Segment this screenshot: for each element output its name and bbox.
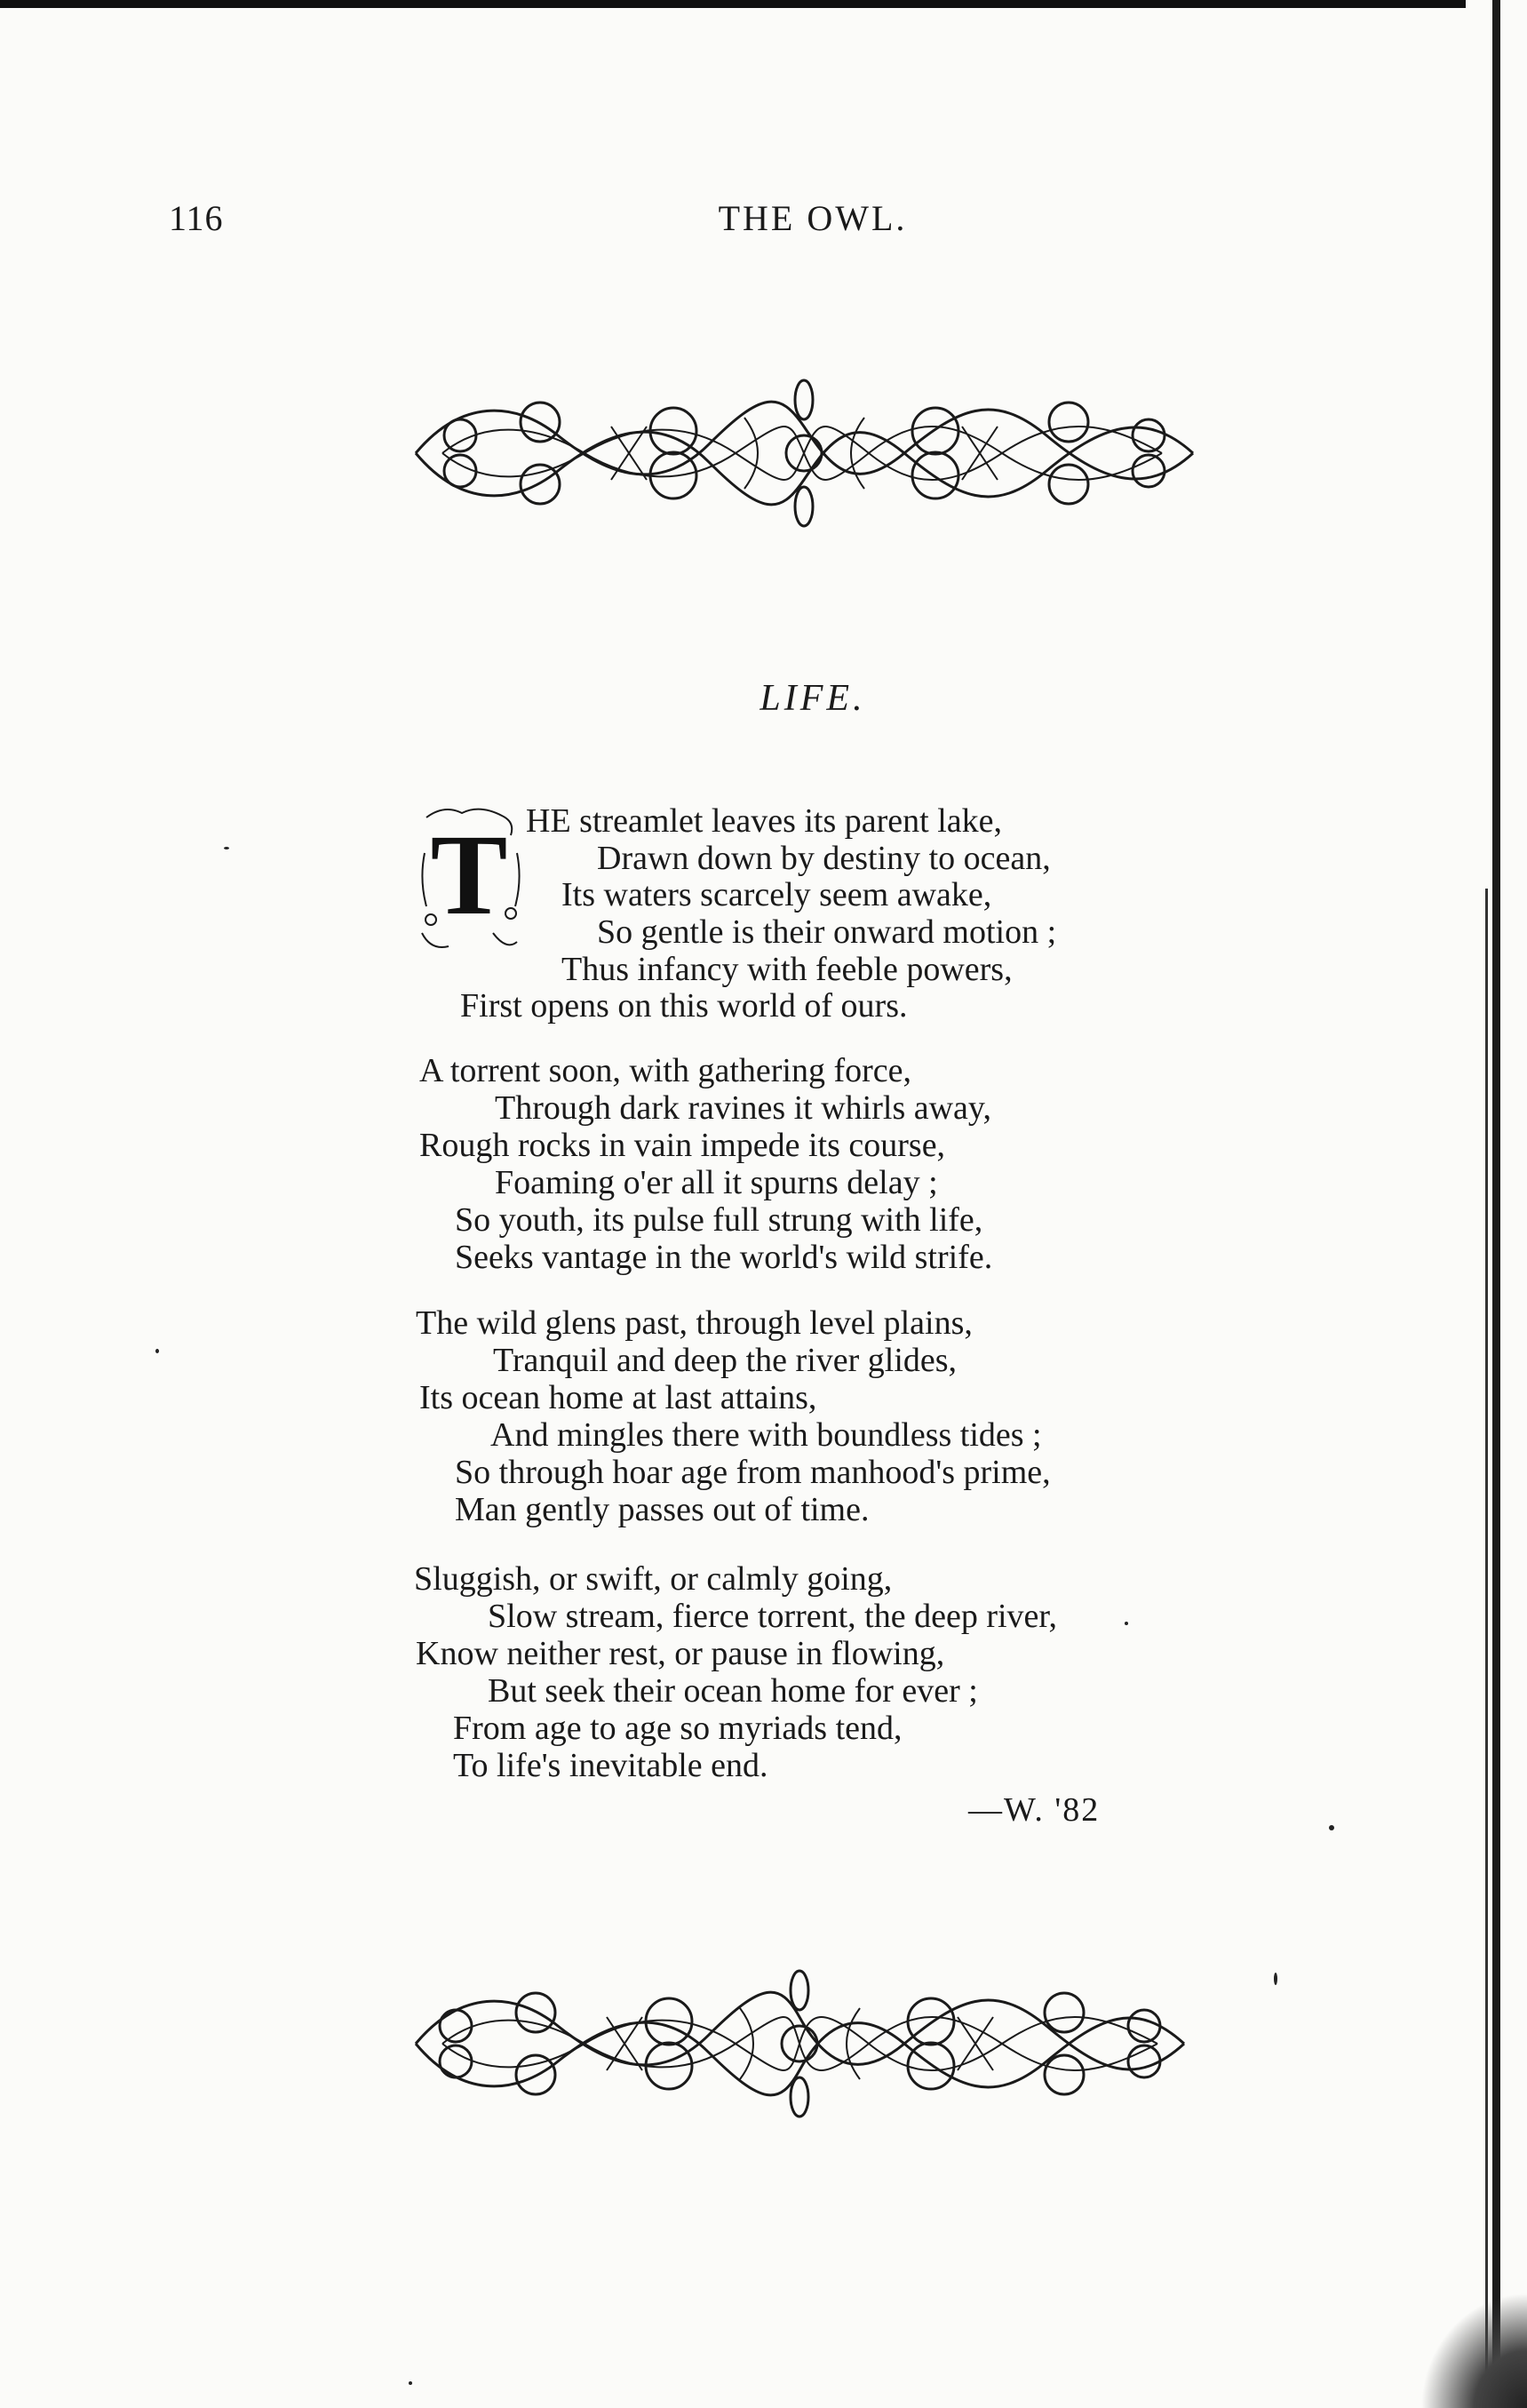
scan-speck: [409, 2381, 412, 2385]
drop-cap-t-icon: [418, 800, 524, 960]
celtic-knot-ornament-bottom-icon: [407, 1964, 1193, 2124]
author-signature: —W. '82: [968, 1791, 1101, 1829]
poem-line: Know neither rest, or pause in flowing,: [416, 1635, 945, 1672]
poem-line: Man gently passes out of time.: [455, 1491, 870, 1528]
corner-smudge: [1420, 2292, 1527, 2408]
poem-line: Slow stream, fierce torrent, the deep river,: [488, 1598, 1058, 1635]
poem-line: Sluggish, or swift, or calmly going,: [414, 1560, 893, 1598]
celtic-knot-ornament-top-icon: [407, 373, 1202, 533]
poem-line: Its ocean home at last attains,: [419, 1379, 817, 1416]
poem-line: HE streamlet leaves its parent lake,: [526, 802, 1003, 840]
poem-line: Through dark ravines it whirls away,: [495, 1089, 991, 1127]
running-head: THE OWL.: [718, 198, 908, 238]
top-edge-rule: [0, 0, 1466, 8]
scan-speck: [155, 1349, 159, 1353]
svg-text:T: T: [430, 811, 508, 939]
poem-line: So through hoar age from manhood's prime,: [455, 1454, 1051, 1491]
poem-line: The wild glens past, through level plains,: [416, 1304, 973, 1342]
poem-line: Its waters scarcely seem awake,: [561, 876, 992, 913]
poem-line: A torrent soon, with gathering force,: [419, 1052, 912, 1089]
scan-speck: [1274, 1973, 1277, 1985]
poem-line: But seek their ocean home for ever ;: [488, 1672, 978, 1710]
poem-line: Tranquil and deep the river glides,: [493, 1342, 958, 1379]
poem-line: From age to age so myriads tend,: [453, 1710, 903, 1747]
poem-line: And mingles there with boundless tides ;: [490, 1416, 1042, 1454]
poem-line: To life's inevitable end.: [453, 1747, 768, 1784]
poem-line: Rough rocks in vain impede its course,: [419, 1127, 946, 1164]
poem-line: Drawn down by destiny to ocean,: [597, 840, 1051, 877]
poem-line: First opens on this world of ours.: [460, 987, 908, 1025]
page-binding-edge-inner: [1485, 889, 1488, 2399]
page-number: 116: [169, 198, 224, 238]
poem-line: So gentle is their onward motion ;: [597, 913, 1057, 951]
poem-line: Thus infancy with feeble powers,: [561, 951, 1013, 988]
poem-line: So youth, its pulse full strung with life,: [455, 1201, 983, 1239]
scan-speck: [1329, 1825, 1334, 1830]
page-binding-edge: [1492, 0, 1500, 2408]
scan-speck: [224, 847, 229, 849]
poem-title: LIFE.: [760, 678, 866, 719]
scan-speck: [1125, 1622, 1128, 1625]
poem-line: Foaming o'er all it spurns delay ;: [495, 1164, 938, 1201]
poem-line: Seeks vantage in the world's wild strife.: [455, 1239, 993, 1276]
